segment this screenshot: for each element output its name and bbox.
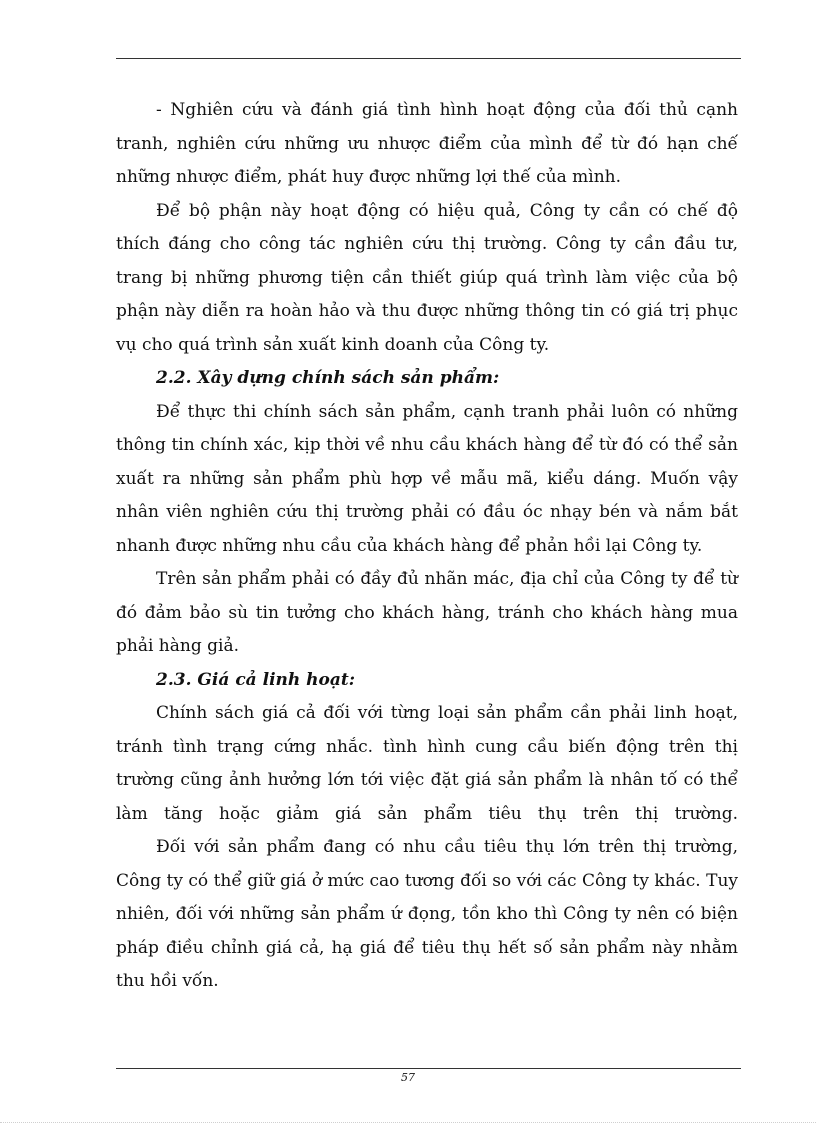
paragraph-product-labeling: Trên sản phẩm phải có đầy đủ nhãn mác, địa chỉ của Công ty để từ đó đảm bảo sù tin tưởng cho khách hàng, tránh cho khách hàng mua phải hàng giả. (116, 569, 738, 656)
paragraph-pricing-strategy: Đối với sản phẩm đang có nhu cầu tiêu thụ lớn trên thị trường, Công ty có thể giữ giá ở mức cao tương đối so với các Công ty khác. Tuy nhiên, đối với những sản phẩm ứ đọng, tồn kho thì Công ty nên có biện pháp điều chỉnh giá cả, hạ giá để tiêu thụ hết số sản phẩm này nhằm thu hồi vốn. (116, 837, 738, 991)
paragraph-product-policy: Để thực thi chính sách sản phẩm, cạnh tranh phải luôn có những thông tin chính xác, kịp thời về nhu cầu khách hàng để từ đó có thể sản xuất ra những sản phẩm phù hợp về mẫu mã, kiểu dáng. Muốn vậy nhân viên nghiên cứu thị trường phải có đầu óc nhạy bén và nắm bắt nhanh được những nhu cầu của khách hàng để phản hồi lại Công ty. (116, 401, 738, 556)
header-rule (116, 58, 741, 59)
page-number: 57 (401, 1071, 415, 1084)
document-body (116, 94, 738, 999)
paragraph-research-department: Để bộ phận này hoạt động có hiệu quả, Công ty cần có chế độ thích đáng cho công tác nghiên cứu thị trường. Công ty cần đầu tư, trang bị những phương tiện cần thiết giúp quá trình làm việc của bộ phận này diễn ra hoàn hảo và thu được những thông tin có giá trị phục vụ cho quá trình sản xuất kinh doanh của Công ty. (116, 200, 738, 355)
paragraph-competitor-research: - Nghiên cứu và đánh giá tình hình hoạt động của đối thủ cạnh tranh, nghiên cứu những ưu nhược điểm của mình để từ đó hạn chế những nhược điểm, phát huy được những lợi thế của mình. (116, 100, 738, 187)
paragraph-pricing-policy: Chính sách giá cả đối với từng loại sản phẩm cần phải linh hoạt, tránh tình trạng cứng nhắc. tình hình cung cầu biến động trên thị trường cũng ảnh hưởng lớn tới việc đặt giá sản phẩm là nhân tố có thể làm tăng hoặc giảm giá sản phẩm tiêu thụ trên thị trường. (116, 703, 738, 824)
section-heading-product-policy: 2.2. Xây dựng chính sách sản phẩm: (156, 368, 500, 388)
section-heading-flexible-pricing: 2.3. Giá cả linh hoạt: (156, 669, 356, 690)
footer-rule (116, 1068, 741, 1069)
